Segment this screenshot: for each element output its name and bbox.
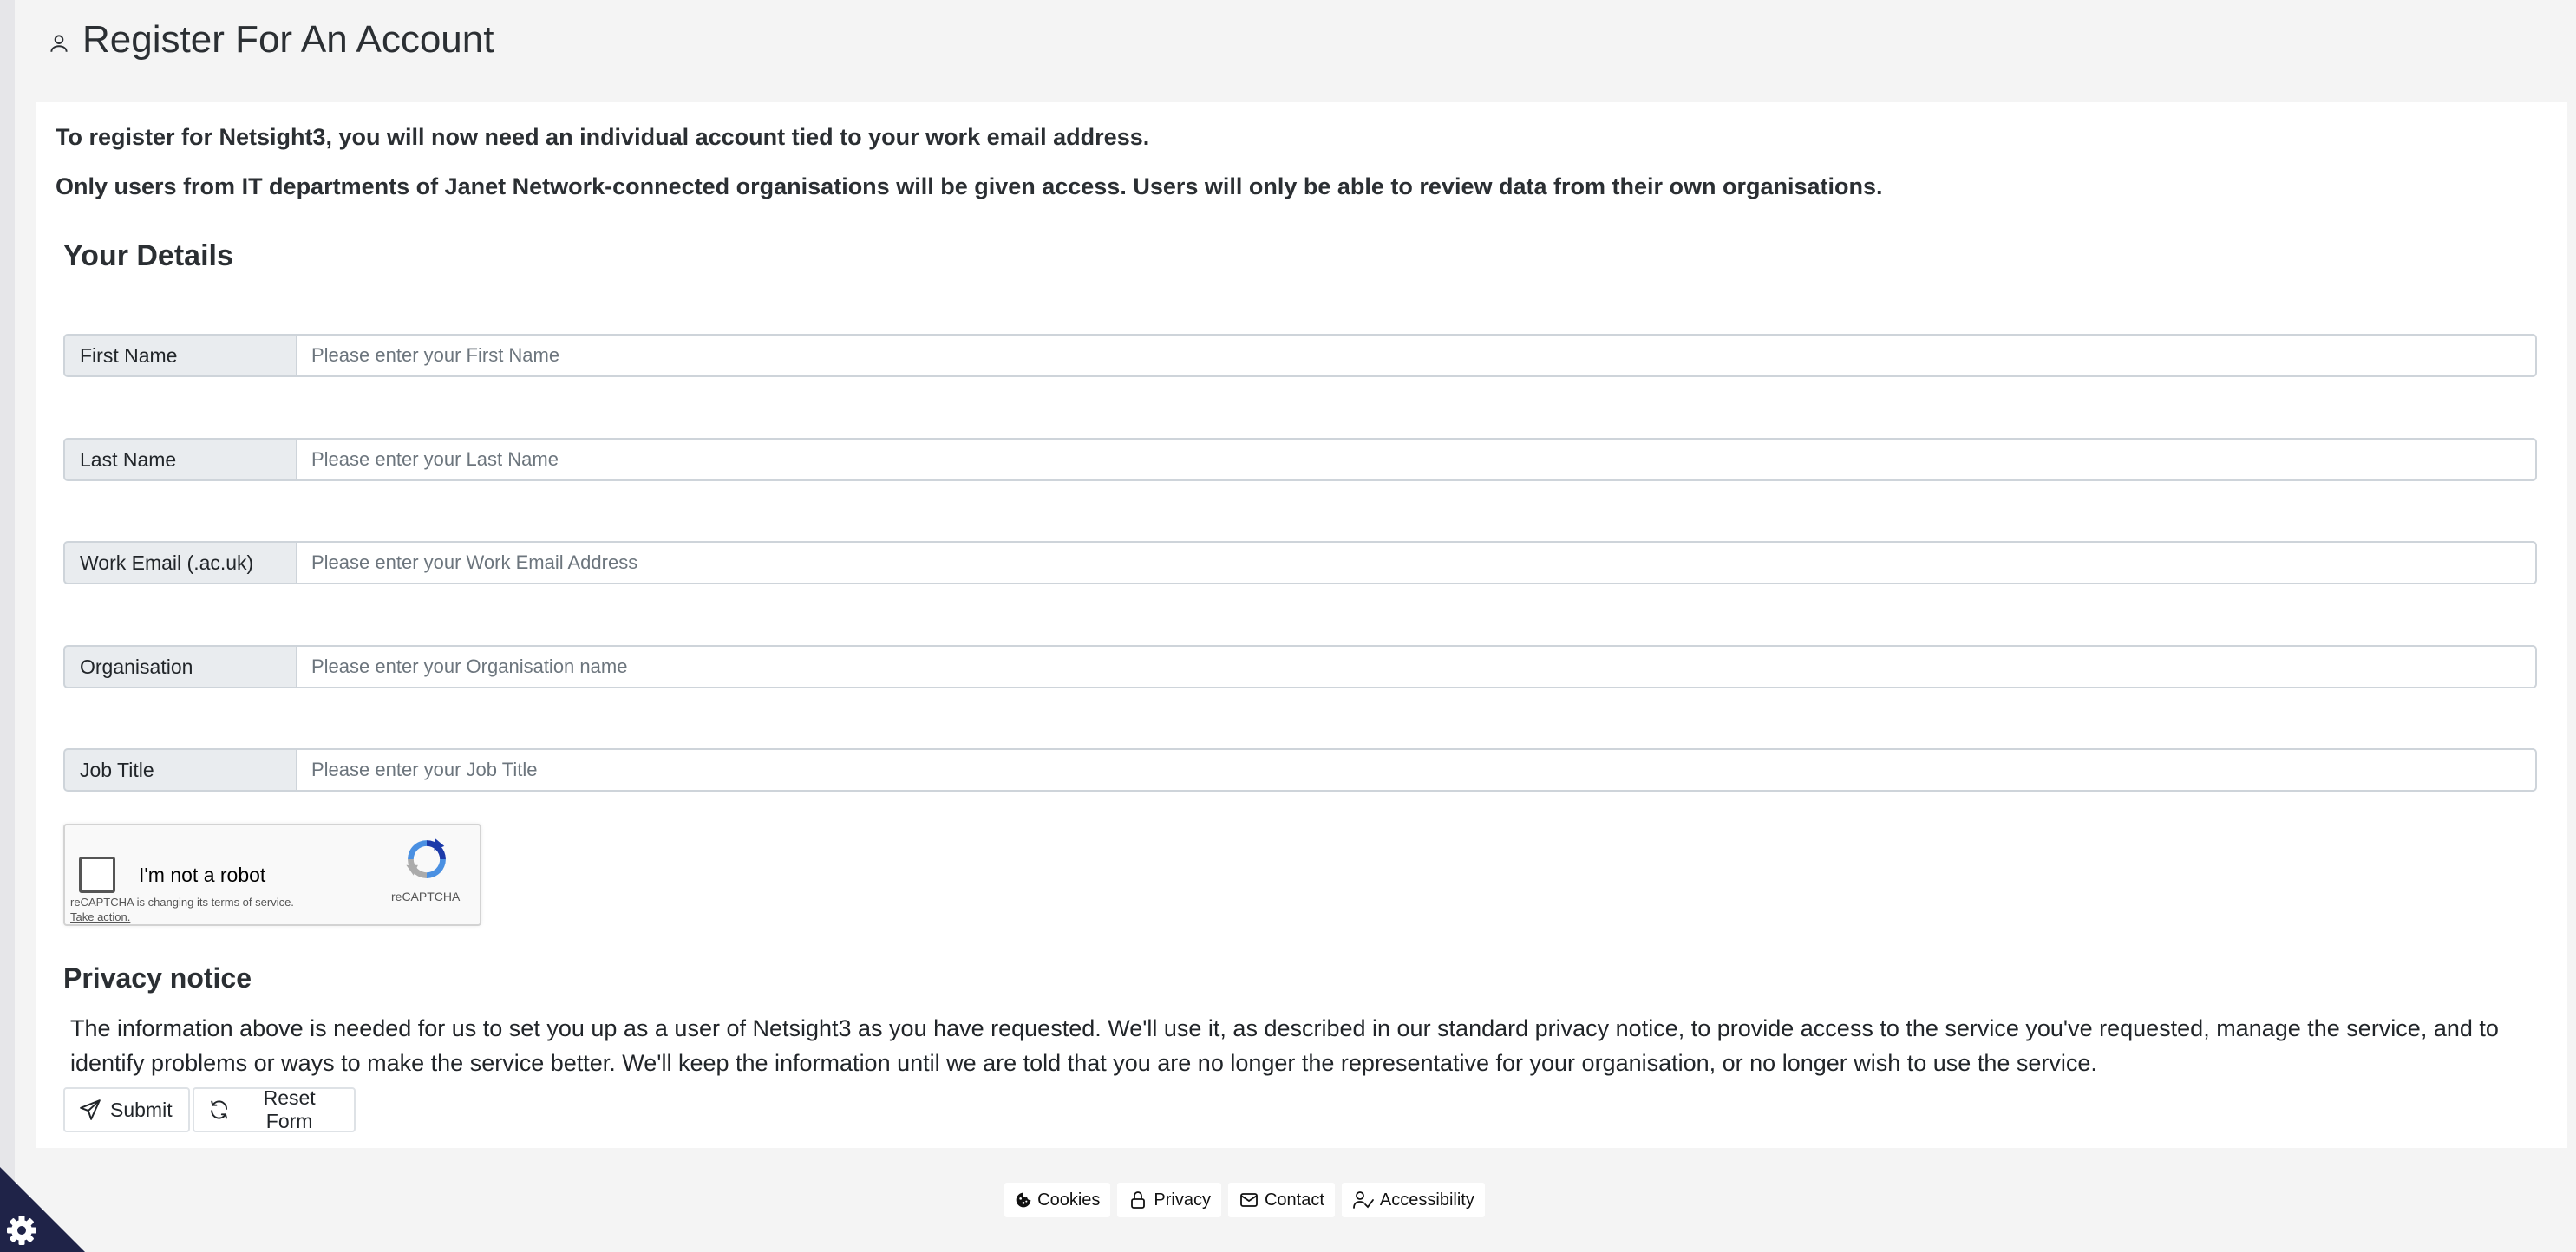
job-title-row: [63, 748, 2537, 792]
first-name-label: First Name: [63, 334, 296, 377]
last-name-row: [63, 438, 2537, 481]
privacy-notice-title: Privacy notice: [63, 962, 252, 994]
footer-link-accessibility-label: Accessibility: [1379, 1190, 1474, 1210]
footer-links: [1004, 1183, 1485, 1217]
footer-link-privacy[interactable]: [1117, 1183, 1221, 1217]
lock-icon: [1128, 1190, 1148, 1210]
left-rail: [0, 0, 15, 1252]
privacy-notice-text: The information above is needed for us to set you up as a user of Netsight3 as you have requested. We'll use it, as described in our standard privacy notice, to provide access to the service you've requested, manage the service, and to identify problems or ways to make the service better. We'll keep the information until we are told that you are no longer the representative for your organisation, or no longer wish to use the service.: [70, 1015, 2499, 1076]
cookie-settings-icon[interactable]: [0, 1167, 85, 1252]
organisation-input[interactable]: [296, 645, 2537, 688]
footer-link-cookies-label: Cookies: [1037, 1190, 1101, 1210]
page-header: [48, 16, 494, 64]
recaptcha-brand: reCAPTCHA: [391, 890, 461, 903]
last-name-label: Last Name: [63, 438, 296, 481]
recaptcha-take-action-link[interactable]: Take action.: [70, 910, 131, 923]
submit-button[interactable]: [63, 1087, 190, 1132]
work-email-label: Work Email (.ac.uk): [63, 541, 296, 584]
accessibility-icon: [1352, 1190, 1375, 1210]
job-title-label: Job Title: [63, 748, 296, 792]
footer-link-privacy-label: Privacy: [1154, 1190, 1211, 1210]
recaptcha-note: [70, 895, 294, 924]
footer-link-cookies[interactable]: [1004, 1183, 1110, 1217]
last-name-input[interactable]: [296, 438, 2537, 481]
recaptcha-label: I'm not a robot: [139, 864, 266, 886]
work-email-row: [63, 541, 2537, 584]
submit-button-label: Submit: [110, 1098, 173, 1121]
refresh-icon: [208, 1099, 230, 1121]
recaptcha-note-text: reCAPTCHA is changing its terms of service.: [70, 896, 294, 909]
cookie-icon: [1015, 1191, 1032, 1209]
footer-link-contact[interactable]: [1228, 1183, 1335, 1217]
organisation-label: Organisation: [63, 645, 296, 688]
page-title: Register For An Account: [82, 18, 494, 61]
intro-text-1: To register for Netsight3, you will now need an individual account tied to your work email address.: [56, 124, 1150, 150]
recaptcha-checkbox[interactable]: [79, 857, 115, 893]
footer-link-accessibility[interactable]: [1342, 1183, 1485, 1217]
intro-text-2: Only users from IT departments of Janet Network-connected organisations will be given access. Users will only be able to review data from their own organisations.: [56, 173, 1883, 199]
recaptcha-logo-icon: [403, 836, 450, 883]
mail-icon: [1239, 1190, 1259, 1210]
first-name-input[interactable]: [296, 334, 2537, 377]
work-email-input[interactable]: [296, 541, 2537, 584]
reset-form-button[interactable]: [193, 1087, 356, 1132]
main-panel: [36, 102, 2567, 1148]
send-icon: [79, 1099, 101, 1121]
footer-link-contact-label: Contact: [1264, 1190, 1324, 1210]
job-title-input[interactable]: [296, 748, 2537, 792]
user-icon: [48, 32, 70, 55]
section-title: Your Details: [63, 239, 233, 272]
first-name-row: [63, 334, 2537, 377]
footer: [0, 1183, 2576, 1217]
organisation-row: [63, 645, 2537, 688]
reset-form-button-label: Reset Form: [263, 1086, 316, 1132]
recaptcha-widget: [63, 824, 481, 926]
